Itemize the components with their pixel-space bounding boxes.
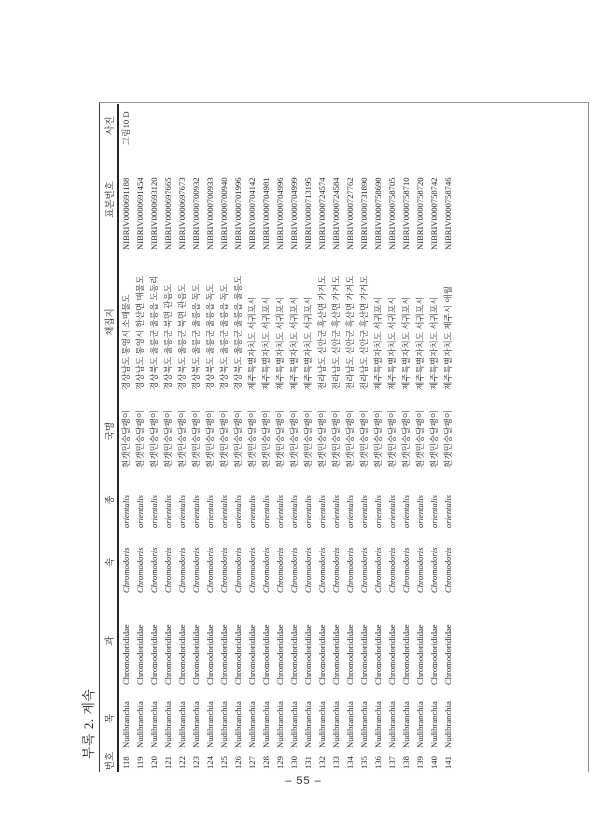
rotated-table-block	[78, 100, 590, 772]
cell-genus: Chromodoris	[191, 547, 201, 593]
table-row	[357, 104, 371, 772]
cell-genus: Chromodoris	[149, 547, 159, 593]
cell-photo	[231, 104, 245, 147]
cell-number: 120	[149, 756, 159, 769]
cell-locality: 전라남도 신안군 흑산면 가거도	[345, 275, 355, 390]
cell-species: orientalis	[289, 495, 299, 528]
table-row	[161, 104, 175, 772]
cell-family: Chromodorididae	[149, 624, 159, 685]
cell-specimen-no: NIBRIV0000758710	[401, 177, 411, 250]
col-header-photo: 사진	[105, 116, 116, 135]
col-header-specimen-no: 표본번호	[105, 181, 116, 218]
cell-photo	[147, 104, 161, 147]
cell-specimen-no: NIBRIV0000727762	[345, 177, 355, 250]
cell-locality: 제주특별자치도 서귀포시	[415, 296, 425, 390]
cell-korean-name: 흰갯민숭달팽이	[387, 409, 397, 468]
empty-table-space	[455, 103, 588, 772]
cell-order: Nudibranchia	[289, 701, 299, 748]
cell-family: Chromodorididae	[163, 624, 173, 685]
cell-korean-name: 흰갯민숭달팽이	[359, 409, 369, 468]
col-header-no: 번호	[105, 751, 116, 771]
cell-species: orientalis	[121, 495, 131, 528]
cell-photo	[427, 104, 441, 147]
cell-locality: 제주특별자치도 서귀포시	[401, 296, 411, 390]
cell-genus: Chromodoris	[177, 547, 187, 593]
cell-family: Chromodorididae	[191, 624, 201, 685]
cell-genus: Chromodoris	[443, 547, 453, 593]
cell-family: Chromodorididae	[345, 624, 355, 685]
table-row	[385, 104, 399, 772]
cell-number: 128	[261, 756, 271, 769]
cell-family: Chromodorididae	[247, 624, 257, 685]
specimen-table	[100, 104, 455, 772]
cell-species: orientalis	[219, 495, 229, 528]
table-header-row	[100, 104, 118, 772]
cell-photo	[413, 104, 427, 147]
cell-photo	[259, 104, 273, 147]
cell-number: 126	[233, 756, 243, 769]
cell-specimen-no: NIBRIV0000704999	[289, 177, 299, 250]
cell-family: Chromodorididae	[205, 624, 215, 685]
cell-genus: Chromodoris	[415, 547, 425, 593]
cell-korean-name: 흰갯민숭달팽이	[289, 409, 299, 468]
col-header-species: 종	[105, 495, 116, 505]
specimen-table-frame	[99, 102, 589, 772]
cell-number: 122	[177, 756, 187, 769]
cell-korean-name: 흰갯민숭달팽이	[275, 409, 285, 468]
cell-genus: Chromodoris	[359, 547, 369, 593]
table-row	[118, 104, 133, 772]
cell-photo: 그림10 D	[121, 111, 131, 145]
cell-family: Chromodorididae	[219, 624, 229, 685]
table-row	[301, 104, 315, 772]
cell-korean-name: 흰갯민숭달팽이	[163, 409, 173, 468]
cell-family: Chromodorididae	[233, 624, 243, 685]
page-number: – 55 –	[285, 775, 322, 787]
cell-specimen-no: NIBRIV0000724574	[317, 177, 327, 250]
cell-specimen-no: NIBRIV0000701996	[233, 177, 243, 250]
cell-locality: 제주특별자치도 서귀포시	[247, 296, 257, 390]
cell-specimen-no: NIBRIV0000758705	[387, 177, 397, 250]
cell-genus: Chromodoris	[317, 547, 327, 593]
cell-genus: Chromodoris	[429, 547, 439, 593]
cell-species: orientalis	[191, 495, 201, 528]
cell-locality: 전라남도 신안군 흑산면 가거도	[331, 275, 341, 390]
cell-locality: 제주특별자치도 서귀포시	[429, 296, 439, 390]
cell-genus: Chromodoris	[247, 547, 257, 593]
cell-korean-name: 흰갯민숭달팽이	[247, 409, 257, 468]
cell-genus: Chromodoris	[163, 547, 173, 593]
cell-species: orientalis	[163, 495, 173, 528]
cell-photo	[343, 104, 357, 147]
table-row	[231, 104, 245, 772]
cell-species: orientalis	[233, 495, 243, 528]
cell-number: 138	[401, 756, 411, 769]
cell-family: Chromodorididae	[331, 624, 341, 685]
cell-family: Chromodorididae	[373, 624, 383, 685]
table-row	[133, 104, 147, 772]
cell-specimen-no: NIBRIV0000758742	[429, 177, 439, 250]
cell-number: 119	[135, 756, 145, 769]
cell-species: orientalis	[205, 495, 215, 528]
cell-locality: 경상북도 울릉군 울릉읍 독도	[219, 283, 229, 390]
col-header-locality: 채집지	[105, 308, 116, 336]
cell-order: Nudibranchia	[331, 701, 341, 748]
cell-family: Chromodorididae	[401, 624, 411, 685]
cell-genus: Chromodoris	[135, 547, 145, 593]
cell-order: Nudibranchia	[415, 701, 425, 748]
cell-family: Chromodorididae	[387, 624, 397, 685]
cell-photo	[245, 104, 259, 147]
cell-specimen-no: NIBRIV0000758746	[443, 177, 453, 250]
cell-species: orientalis	[317, 495, 327, 528]
cell-number: 125	[219, 756, 229, 769]
cell-locality: 경상북도 울릉군 울릉읍 울릉도	[233, 275, 243, 390]
cell-order: Nudibranchia	[275, 701, 285, 748]
table-row	[245, 104, 259, 772]
cell-photo	[301, 104, 315, 147]
cell-photo	[385, 104, 399, 147]
table-row	[441, 104, 455, 772]
cell-photo	[441, 104, 455, 147]
cell-photo	[329, 104, 343, 147]
cell-species: orientalis	[429, 495, 439, 528]
cell-locality: 제주특별자치도 서귀포시	[275, 296, 285, 390]
cell-number: 123	[191, 756, 201, 769]
cell-number: 132	[317, 756, 327, 769]
cell-order: Nudibranchia	[401, 701, 411, 748]
cell-genus: Chromodoris	[331, 547, 341, 593]
cell-korean-name: 흰갯민숭달팽이	[135, 409, 145, 468]
cell-korean-name: 흰갯민숭달팽이	[205, 409, 215, 468]
cell-specimen-no: NIBRIV0000700932	[191, 177, 201, 250]
cell-specimen-no: NIBRIV0000731890	[359, 177, 369, 250]
cell-photo	[133, 104, 147, 147]
cell-photo	[203, 104, 217, 147]
cell-species: orientalis	[177, 495, 187, 528]
cell-number: 134	[345, 756, 355, 769]
cell-family: Chromodorididae	[261, 624, 271, 685]
appendix-title: 부록 2. 계속	[81, 688, 96, 759]
cell-locality: 전라남도 신안군 흑산면 가거도	[359, 275, 369, 390]
cell-korean-name: 흰갯민숭달팽이	[345, 409, 355, 468]
cell-family: Chromodorididae	[177, 624, 187, 685]
cell-specimen-no: NIBRIV0000691454	[135, 177, 145, 250]
cell-photo	[161, 104, 175, 147]
cell-order: Nudibranchia	[177, 701, 187, 748]
cell-species: orientalis	[359, 495, 369, 528]
cell-locality: 제주특별자치도 서귀포시	[387, 296, 397, 390]
cell-korean-name: 흰갯민숭달팽이	[191, 409, 201, 468]
cell-species: orientalis	[261, 495, 271, 528]
table-row	[175, 104, 189, 772]
cell-family: Chromodorididae	[121, 624, 131, 685]
cell-species: orientalis	[443, 495, 453, 528]
cell-locality: 경상북도 울릉군 울릉읍 독도	[205, 283, 215, 390]
cell-korean-name: 흰갯민숭달팽이	[373, 409, 383, 468]
cell-korean-name: 흰갯민숭달팽이	[429, 409, 439, 468]
cell-family: Chromodorididae	[415, 624, 425, 685]
cell-genus: Chromodoris	[387, 547, 397, 593]
table-row	[189, 104, 203, 772]
cell-specimen-no: NIBRIV0000713195	[303, 177, 313, 250]
cell-korean-name: 흰갯민숭달팽이	[317, 409, 327, 468]
cell-locality: 전라남도 신안군 흑산면 가거도	[317, 275, 327, 390]
cell-order: Nudibranchia	[443, 701, 453, 748]
table-row	[287, 104, 301, 772]
cell-family: Chromodorididae	[289, 624, 299, 685]
cell-species: orientalis	[387, 495, 397, 528]
cell-photo	[357, 104, 371, 147]
table-row	[371, 104, 385, 772]
cell-photo	[371, 104, 385, 147]
table-row	[315, 104, 329, 772]
cell-genus: Chromodoris	[233, 547, 243, 593]
cell-specimen-no: NIBRIV0000697665	[163, 177, 173, 250]
col-header-family: 과	[105, 636, 116, 646]
cell-family: Chromodorididae	[303, 624, 313, 685]
cell-genus: Chromodoris	[303, 547, 313, 593]
cell-korean-name: 흰갯민숭달팽이	[401, 409, 411, 468]
cell-number: 124	[205, 756, 215, 769]
cell-korean-name: 흰갯민숭달팽이	[331, 409, 341, 468]
cell-specimen-no: NIBRIV0000691188	[121, 177, 131, 250]
cell-order: Nudibranchia	[429, 701, 439, 748]
cell-species: orientalis	[275, 495, 285, 528]
cell-species: orientalis	[345, 495, 355, 528]
cell-specimen-no: NIBRIV0000693120	[149, 177, 159, 250]
cell-specimen-no: NIBRIV0000700933	[205, 177, 215, 250]
cell-number: 135	[359, 756, 369, 769]
cell-specimen-no: NIBRIV0000704996	[275, 177, 285, 250]
cell-specimen-no: NIBRIV0000724584	[331, 177, 341, 250]
cell-number: 136	[373, 756, 383, 769]
cell-genus: Chromodoris	[261, 547, 271, 593]
cell-photo	[399, 104, 413, 147]
cell-locality: 제주특별자치도 서귀포시	[289, 296, 299, 390]
cell-order: Nudibranchia	[387, 701, 397, 748]
cell-order: Nudibranchia	[163, 701, 173, 748]
cell-korean-name: 흰갯민숭달팽이	[149, 409, 159, 468]
cell-locality: 경상북도 울릉군 북면 관음도	[163, 283, 173, 390]
cell-number: 141	[443, 756, 453, 769]
cell-order: Nudibranchia	[205, 701, 215, 748]
cell-species: orientalis	[135, 495, 145, 528]
cell-family: Chromodorididae	[359, 624, 369, 685]
cell-korean-name: 흰갯민숭달팽이	[415, 409, 425, 468]
cell-genus: Chromodoris	[373, 547, 383, 593]
cell-family: Chromodorididae	[443, 624, 453, 685]
cell-genus: Chromodoris	[205, 547, 215, 593]
cell-species: orientalis	[415, 495, 425, 528]
cell-family: Chromodorididae	[275, 624, 285, 685]
cell-korean-name: 흰갯민숭달팽이	[443, 409, 453, 468]
table-row	[399, 104, 413, 772]
cell-locality: 제주특별자치도 서귀포시	[303, 296, 313, 390]
cell-family: Chromodorididae	[429, 624, 439, 685]
cell-genus: Chromodoris	[401, 547, 411, 593]
cell-locality: 경상북도 울릉군 울릉읍 도동리	[149, 275, 159, 390]
cell-genus: Chromodoris	[275, 547, 285, 593]
cell-photo	[287, 104, 301, 147]
col-header-korean-name: 국명	[105, 421, 116, 441]
cell-order: Nudibranchia	[345, 701, 355, 748]
cell-family: Chromodorididae	[135, 624, 145, 685]
cell-specimen-no: NIBRIV0000697673	[177, 177, 187, 250]
cell-locality: 제주특별자치도 서귀포시	[261, 296, 271, 390]
cell-specimen-no: NIBRIV0000704981	[261, 177, 271, 250]
cell-photo	[315, 104, 329, 147]
cell-order: Nudibranchia	[149, 701, 159, 748]
table-row	[413, 104, 427, 772]
cell-species: orientalis	[331, 495, 341, 528]
cell-genus: Chromodoris	[289, 547, 299, 593]
cell-order: Nudibranchia	[373, 701, 383, 748]
cell-number: 131	[303, 756, 313, 769]
cell-genus: Chromodoris	[121, 547, 131, 593]
cell-order: Nudibranchia	[247, 701, 257, 748]
cell-korean-name: 흰갯민숭달팽이	[177, 409, 187, 468]
cell-korean-name: 흰갯민숭달팽이	[303, 409, 313, 468]
cell-number: 133	[331, 756, 341, 769]
table-row	[259, 104, 273, 772]
cell-number: 139	[415, 756, 425, 769]
cell-number: 140	[429, 756, 439, 769]
col-header-order: 목	[105, 713, 116, 724]
cell-korean-name: 흰갯민숭달팽이	[121, 409, 131, 468]
cell-number: 118	[121, 756, 131, 769]
cell-order: Nudibranchia	[303, 701, 313, 748]
cell-number: 137	[387, 756, 397, 769]
table-row	[203, 104, 217, 772]
cell-photo	[189, 104, 203, 147]
cell-specimen-no: NIBRIV0000758720	[415, 177, 425, 250]
cell-photo	[273, 104, 287, 147]
cell-locality: 경상남도 통영시 소매물도	[121, 294, 131, 390]
cell-locality: 제주특별자치도 서귀포시	[373, 296, 383, 390]
col-header-genus: 속	[105, 557, 116, 568]
cell-genus: Chromodoris	[219, 547, 229, 593]
cell-order: Nudibranchia	[121, 701, 131, 748]
table-row	[343, 104, 357, 772]
cell-order: Nudibranchia	[261, 701, 271, 748]
table-row	[217, 104, 231, 772]
table-row	[427, 104, 441, 772]
cell-photo	[217, 104, 231, 147]
table-body	[118, 104, 455, 772]
table-row	[147, 104, 161, 772]
table-row	[273, 104, 287, 772]
cell-locality: 경상북도 울릉군 울릉읍 독도	[191, 283, 201, 390]
cell-korean-name: 흰갯민숭달팽이	[261, 409, 271, 468]
cell-species: orientalis	[149, 495, 159, 528]
cell-specimen-no: NIBRIV0000758690	[373, 177, 383, 250]
cell-specimen-no: NIBRIV0000700940	[219, 177, 229, 250]
cell-order: Nudibranchia	[359, 701, 369, 748]
cell-specimen-no: NIBRIV0000704142	[247, 177, 257, 250]
cell-korean-name: 흰갯민숭달팽이	[233, 409, 243, 468]
cell-locality: 경상북도 울릉군 북면 관음도	[177, 283, 187, 390]
cell-locality: 제주특별자치도 제주시 애월	[443, 286, 453, 390]
cell-family: Chromodorididae	[317, 624, 327, 685]
cell-number: 127	[247, 756, 257, 769]
cell-order: Nudibranchia	[233, 701, 243, 748]
cell-korean-name: 흰갯민숭달팽이	[219, 409, 229, 468]
cell-order: Nudibranchia	[191, 701, 201, 748]
cell-species: orientalis	[373, 495, 383, 528]
cell-number: 129	[275, 756, 285, 769]
cell-genus: Chromodoris	[345, 547, 355, 593]
cell-species: orientalis	[247, 495, 257, 528]
cell-order: Nudibranchia	[135, 701, 145, 748]
cell-order: Nudibranchia	[219, 701, 229, 748]
cell-number: 121	[163, 756, 173, 769]
table-row	[329, 104, 343, 772]
cell-species: orientalis	[401, 495, 411, 528]
cell-order: Nudibranchia	[317, 701, 327, 748]
cell-photo	[175, 104, 189, 147]
cell-number: 130	[289, 756, 299, 769]
cell-locality: 경상남도 통영시 한산면 매물도	[135, 275, 145, 390]
cell-species: orientalis	[303, 495, 313, 528]
